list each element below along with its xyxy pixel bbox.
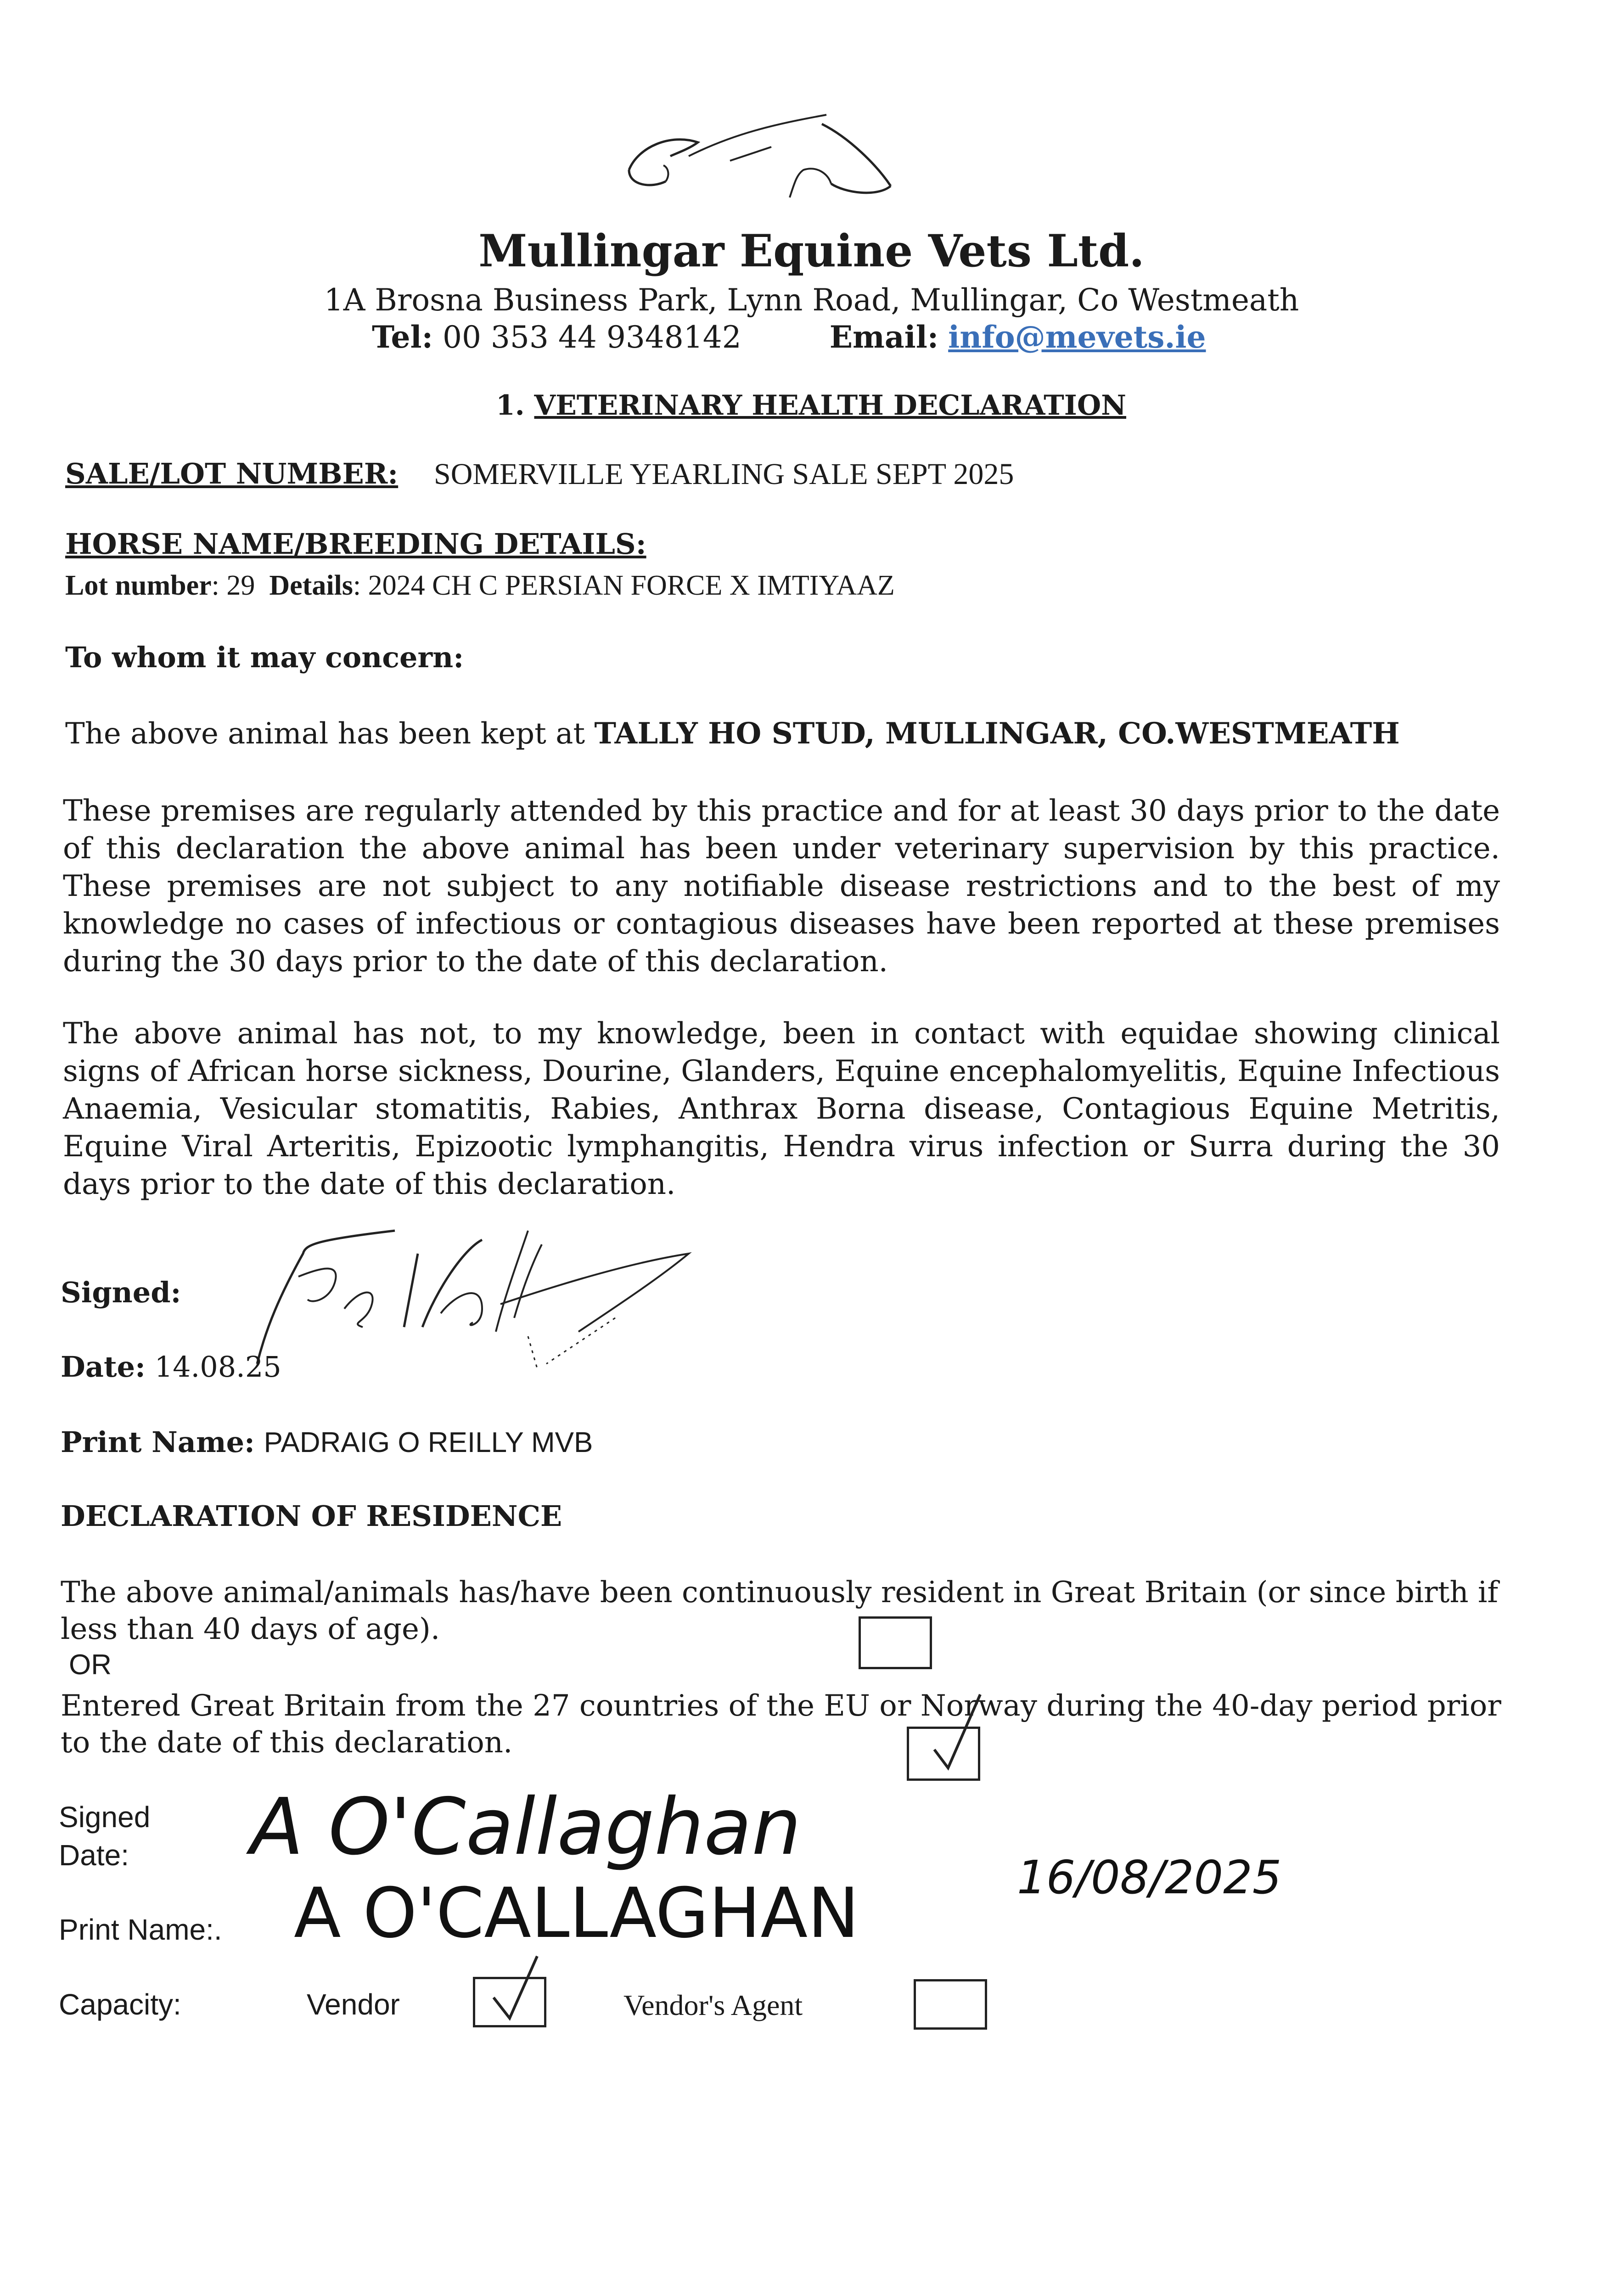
vet-date-line bbox=[61, 1350, 281, 1384]
checkmark-icon bbox=[916, 1690, 989, 1777]
agent-checkbox[interactable] bbox=[914, 1979, 987, 2030]
premises-name: TALLY HO STUD, MULLINGAR, CO.WESTMEATH bbox=[594, 716, 1400, 751]
company-address: 1A Brosna Business Park, Lynn Road, Mullingar, Co Westmeath bbox=[324, 282, 1299, 318]
greeting: To whom it may concern: bbox=[65, 641, 464, 674]
lot-number-value: : 29 bbox=[211, 570, 255, 601]
vet-print-value: PADRAIG O REILLY MVB bbox=[264, 1427, 593, 1458]
contact-line bbox=[372, 319, 1206, 355]
section-number: 1. bbox=[496, 389, 525, 422]
vet-signature-image bbox=[225, 1212, 730, 1387]
vet-date-value: 14.08.25 bbox=[154, 1350, 281, 1384]
sale-lot-label: SALE/LOT NUMBER: bbox=[65, 457, 399, 490]
lot-details-line bbox=[65, 569, 895, 602]
company-name: Mullingar Equine Vets Ltd. bbox=[478, 225, 1145, 277]
vet-date-label: Date: bbox=[61, 1350, 146, 1384]
vendor-signature: A O'Callaghan bbox=[250, 1782, 801, 1873]
section-title-text: VETERINARY HEALTH DECLARATION bbox=[534, 389, 1126, 422]
details-label: Details bbox=[269, 570, 353, 601]
capacity-label: Capacity: bbox=[59, 1988, 181, 2021]
residence-option-2: Entered Great Britain from the 27 countries of the EU or Norway during the 40-day period prior to the date of this declaration. bbox=[61, 1689, 1501, 1760]
email-label: Email: bbox=[829, 319, 939, 355]
checkmark-icon bbox=[482, 1952, 546, 2025]
vendor-date-handwritten: 16/08/2025 bbox=[1017, 1851, 1282, 1904]
supervision-paragraph: These premises are regularly attended by this practice and for at least 30 days prior to the date of this declaration the above animal has been under veterinary supervision by this practice. These premises are not subject to any notifiable disease restrictions and to the best of my knowledge no cases of infectious or contagious diseases have been reported at these premises during the 30 days prior to the date of this declaration. bbox=[63, 794, 1500, 979]
email-link[interactable]: info@mevets.ie bbox=[948, 319, 1206, 355]
tel-label: Tel: bbox=[372, 319, 433, 355]
residence-option-1: The above animal/animals has/have been continuously resident in Great Britain (or since birth if less than 40 days of age). bbox=[61, 1576, 1499, 1646]
vendor-date-label: Date: bbox=[59, 1839, 129, 1872]
or-label: OR bbox=[69, 1649, 112, 1681]
tel-value: 00 353 44 9348142 bbox=[442, 320, 741, 355]
kept-at-line bbox=[65, 716, 1400, 751]
agent-option-label: Vendor's Agent bbox=[623, 1989, 803, 2021]
vet-print-label: Print Name: bbox=[61, 1425, 255, 1459]
residence-option-1-checkbox[interactable] bbox=[859, 1616, 932, 1669]
vendor-print-handwritten: A O'CALLAGHAN bbox=[294, 1874, 859, 1953]
contact-paragraph: The above animal has not, to my knowledge, been in contact with equidae showing clinical signs of African horse sickness, Dourine, Glanders, Equine encephalomyelitis, Equine Infectious Anaemia, Vesicular stomatitis, Rabies, Anthrax Borna disease, Contagious Equine Metritis, Equine Viral Arteritis, Epizootic lymphangitis, Hendra virus infection or Surra during the 30 days prior to the date of this declaration. bbox=[63, 1017, 1500, 1201]
vendor-signed-label: Signed bbox=[59, 1801, 151, 1834]
horse-heads-logo-icon bbox=[620, 106, 904, 211]
section-title bbox=[496, 389, 1126, 422]
kept-prefix: The above animal has been kept at bbox=[65, 717, 585, 751]
vet-print-line bbox=[61, 1425, 593, 1459]
vendor-print-label: Print Name:. bbox=[59, 1913, 222, 1946]
details-value: : 2024 CH C PERSIAN FORCE X IMTIYAAZ bbox=[353, 570, 895, 601]
lot-number-label: Lot number bbox=[65, 570, 212, 601]
horse-details-label: HORSE NAME/BREEDING DETAILS: bbox=[65, 527, 646, 561]
vendor-option-label: Vendor bbox=[307, 1988, 400, 2021]
sale-lot-value: SOMERVILLE YEARLING SALE SEPT 2025 bbox=[434, 457, 1014, 491]
vet-signed-label: Signed: bbox=[61, 1276, 181, 1309]
residence-title: DECLARATION OF RESIDENCE bbox=[61, 1499, 562, 1533]
